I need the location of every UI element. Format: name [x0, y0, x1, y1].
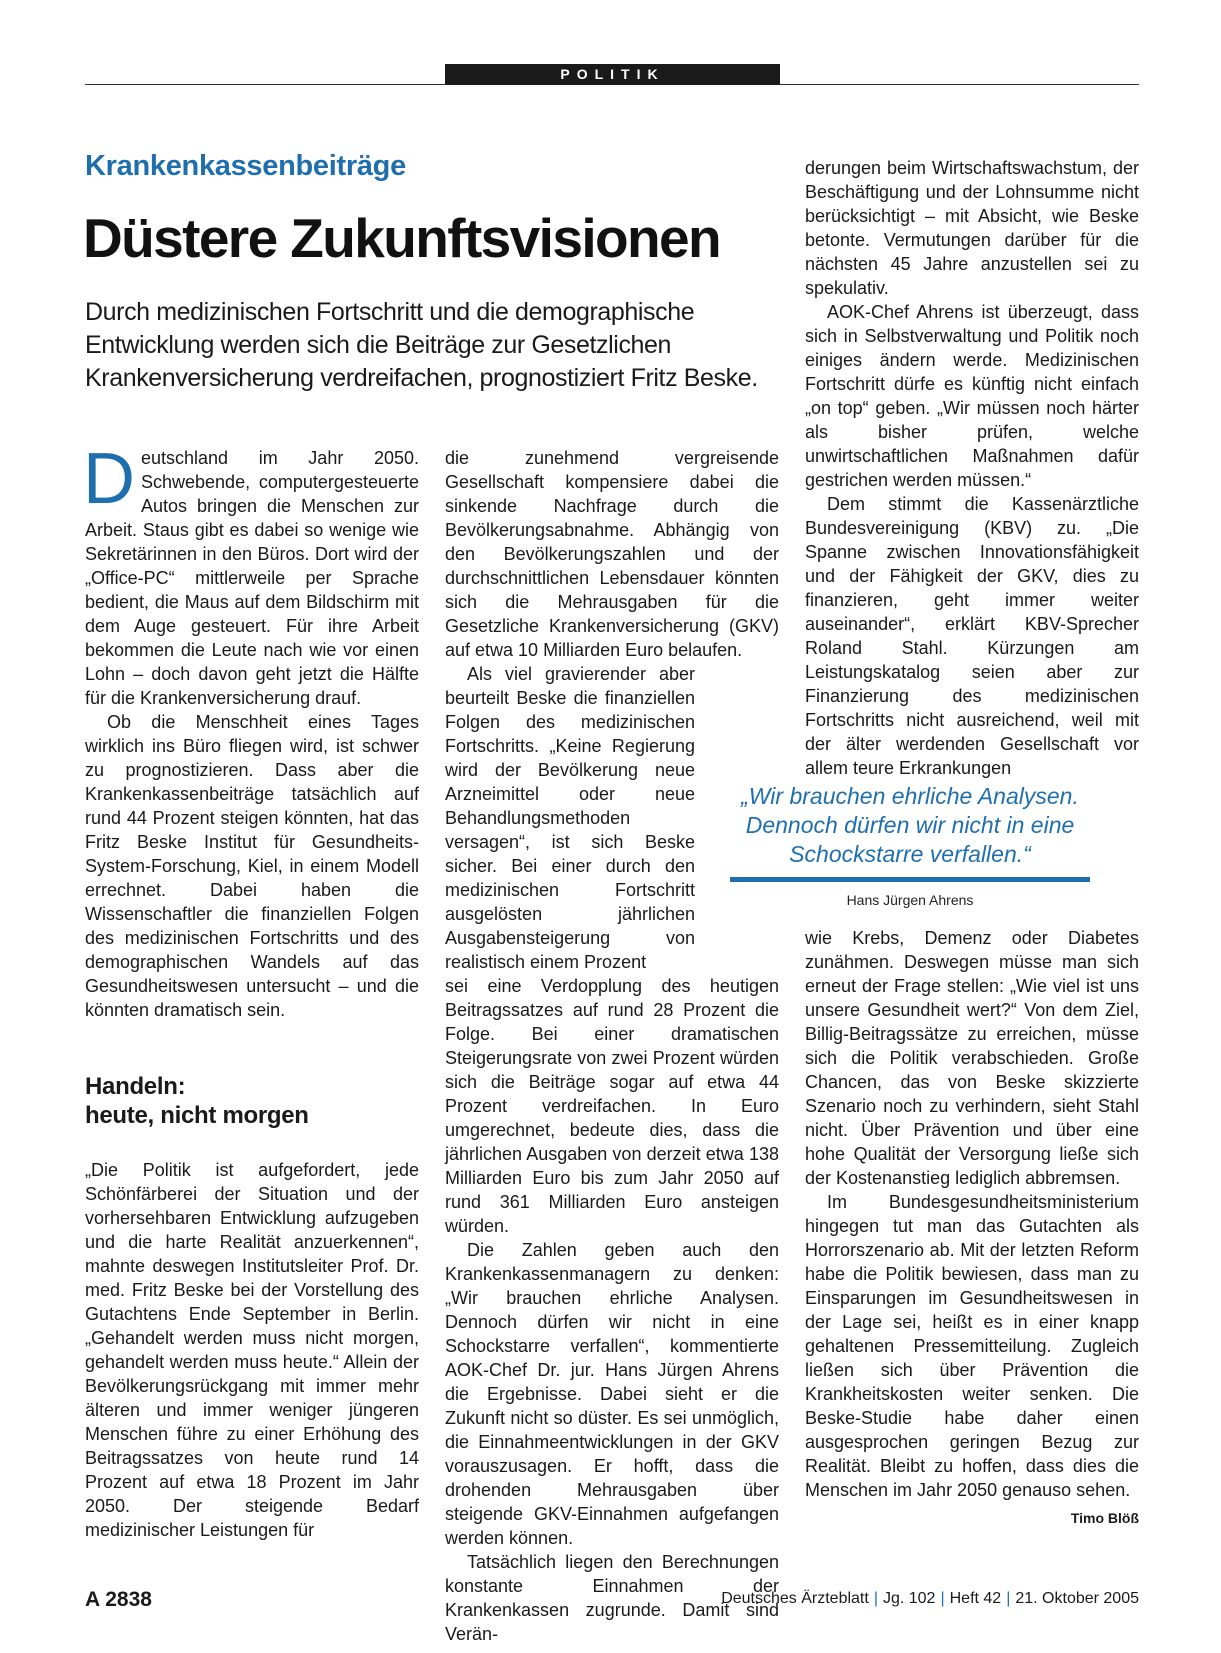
author-byline: Timo Blöß: [1070, 1510, 1139, 1526]
paragraph: die zunehmend vergreisende Gesellschaft kompensiere dabei die sinkende Nachfrage durch die Bevölkerungsabnahme. Abhängig von den Bevölkerungszahlen und der durchschnittlichen Lebensdauer könnten sich die Mehrausgaben für die Gesetzliche Krankenversicherung (GKV) auf etwa 10 Milliarden Euro belaufen.: [445, 448, 779, 660]
column-2: [445, 446, 779, 1646]
paragraph-text: eutschland im Jahr 2050. Schwebende, computergesteuerte Autos bringen die Menschen zur Arbeit. Staus gibt es dabei so wenige wie Sekretärinnen in den Büros. Dort wird der „Office-PC“ mittlerweile per Sprache bedient, die Maus auf dem Bildschirm mit dem Auge gesteuert. Für ihre Arbeit bekommen die Leute nach wie vor einen Lohn – doch davon geht jetzt die Hälfte für die Krankenversicherung drauf.: [85, 448, 419, 708]
subheading-line-1: Handeln:: [85, 1073, 186, 1100]
pull-quote-source: Hans Jürgen Ahrens: [846, 892, 974, 908]
article-kicker: Krankenkassenbeiträge: [85, 150, 406, 182]
column-1: [83, 439, 419, 1542]
paragraph-text: Im Bundesgesundheitsministerium hingegen tut man das Gutachten als Horrorszenario ab. Mit der letzten Reform habe die Politik bewiesen, dass man zu Einsparungen im Gesundheitswesen in der Lage sei, heißt es in einer knapp gehaltenen Pressemitteilung. Zugleich ließen sich über Prävention die Krankheitskosten weiter senken. Die Beske-Studie habe daher einen ausgesprochen geringen Bezug zur Realität. Bleibt zu hoffen, dass dies die Menschen im Jahr 2050 genauso sehen.: [805, 1192, 1139, 1500]
subheading-line-2: heute, nicht morgen: [85, 1102, 309, 1129]
section-label: POLITIK: [445, 64, 780, 85]
column-3-top: [805, 156, 1139, 780]
drop-cap: D: [83, 439, 135, 519]
paragraph: Dem stimmt die Kassenärztliche Bundesvereinigung (KBV) zu. „Die Spanne zwischen Innovationsfähigkeit und der Fähigkeit der GKV, dies zu finanzieren, geht immer weiter auseinander“, erklärt KBV-Sprecher Roland Stahl. Kürzungen am Leistungskatalog seien aber zur Finanzierung des medizinischen Fortschritts nicht ausreichend, weil mit der älter werdenden Gesellschaft vor allem teure Erkrankungen: [805, 494, 1139, 778]
paragraph: AOK-Chef Ahrens ist überzeugt, dass sich in Selbstverwaltung und Politik noch einiges ändern werde. Medizinischen Fortschritt dürfe es künftig nicht einfach „on top“ geben. „Wir müssen noch härter als bisher prüfen, welche unwirtschaftlichen Maßnahmen dafür gestrichen werden müssen.“: [805, 302, 1139, 490]
volume: Jg. 102: [882, 1590, 936, 1607]
paragraph: derungen beim Wirtschaftswachstum, der Beschäftigung und der Lohnsumme nicht berücksichtigt – mit Absicht, wie Beske betonte. Vermutungen darüber für die nächsten 45 Jahre anzustellen sei zu spekulativ.: [805, 158, 1139, 298]
separator: |: [940, 1590, 945, 1607]
pull-quote: [730, 782, 1090, 908]
pull-quote-text: „Wir brauchen ehrliche Analysen. Dennoch dürfen wir nicht in eine Schockstarre verfallen.“: [741, 783, 1079, 867]
paragraph: Ob die Menschheit eines Tages wirklich ins Büro fliegen wird, ist schwer zu prognostizieren. Dass aber die Krankenkassenbeiträge tatsächlich auf rund 44 Prozent steigen könnten, hat das Fritz Beske Institut für Gesundheits-System-Forschung, Kiel, in einem Modell errechnet. Dabei haben die Wissenschaftler die finanziellen Folgen des medizinischen Fortschritts und des demographischen Wandels auf das Gesundheitswesen untersucht – und die könnten dramatisch sein.: [85, 712, 419, 1020]
paragraph: Als viel gravierender aber beurteilt Beske die finanziellen Folgen des medizinischen Fortschritts. „Keine Regierung wird der Bevölkerung neue Arzneimittel oder neue Behandlungsmethoden versagen“, ist sich Beske sicher. Bei einer durch den medizinischen Fortschritt ausgelösten jährlichen Ausgabensteigerung von realistisch einem Prozent: [445, 664, 695, 972]
page-number: A 2838: [85, 1588, 152, 1611]
publication-name: Deutsches Ärzteblatt: [721, 1590, 869, 1607]
publication-info: [721, 1590, 1139, 1608]
paragraph: wie Krebs, Demenz oder Diabetes zunähmen. Deswegen müsse man sich erneut der Frage stellen: „Wie viel ist uns unsere Gesundheit wert?“ Von dem Ziel, Billig-Beitragssätze zu erreichen, müsse sich die Politik verabschieden. Große Chancen, das von Beske skizzierte Szenario noch zu verhindern, sieht Stahl nicht. Über Prävention und über eine hohe Qualität der Versorgung ließe sich der Kostenanstieg lediglich abbremsen.: [805, 928, 1139, 1188]
paragraph: [805, 1190, 1139, 1526]
issue-date: 21. Oktober 2005: [1015, 1590, 1139, 1607]
separator: |: [873, 1590, 878, 1607]
article-lead: Durch medizinischen Fortschritt und die demographische Entwicklung werden sich die Beiträge zur Gesetzlichen Krankenversicherung verdreifachen, prognostiziert Fritz Beske.: [85, 298, 758, 392]
paragraph: [83, 439, 419, 710]
column-3-bottom: [805, 926, 1139, 1530]
separator: |: [1006, 1590, 1011, 1607]
article-headline: Düstere Zukunftsvisionen: [83, 207, 720, 269]
pull-quote-rule: [730, 877, 1090, 882]
paragraph: „Die Politik ist aufgefordert, jede Schönfärberei der Situation und der vorhersehbaren Entwicklung aufzugeben und die harte Realität anzuerkennen“, mahnte deswegen Institutsleiter Prof. Dr. med. Fritz Beske bei der Vorstellung des Gutachtens Ende September in Berlin. „Gehandelt werden muss nicht morgen, gehandelt werden muss heute.“ Allein der Bevölkerungsrückgang mit immer mehr älteren und immer weniger jüngeren Menschen führe zu einer Erhöhung des Beitragssatzes von heute rund 14 Prozent auf etwa 18 Prozent im Jahr 2050. Der steigende Bedarf medizinischer Leistungen für: [85, 1160, 419, 1540]
paragraph: Tatsächlich liegen den Berechnungen konstante Einnahmen der Krankenkassen zugrunde. Damit sind Verän-: [445, 1552, 779, 1644]
issue: Heft 42: [949, 1590, 1002, 1607]
paragraph: sei eine Verdopplung des heutigen Beitragssatzes auf rund 28 Prozent die Folge. Bei einer dramatischen Steigerungsrate von zwei Prozent würden sich die Beiträge sogar auf etwa 44 Prozent verdreifachen. In Euro umgerechnet, bedeute dies, dass die jährlichen Ausgaben von derzeit etwa 138 Milliarden Euro bis zum Jahr 2050 auf rund 361 Milliarden Euro ansteigen würden.: [445, 976, 779, 1236]
subheading: [85, 1072, 419, 1130]
paragraph: Die Zahlen geben auch den Krankenkassenmanagern zu denken: „Wir brauchen ehrliche Analysen. Dennoch dürfen wir nicht in eine Schockstarre verfallen“, kommentierte AOK-Chef Dr. jur. Hans Jürgen Ahrens die Ergebnisse. Dabei sieht er die Zukunft nicht so düster. Es sei unmöglich, die Einnahmeentwicklungen in der GKV vorauszusagen. Er hofft, dass die drohenden Mehrausgaben über steigende GKV-Einnahmen aufgefangen werden können.: [445, 1240, 779, 1548]
